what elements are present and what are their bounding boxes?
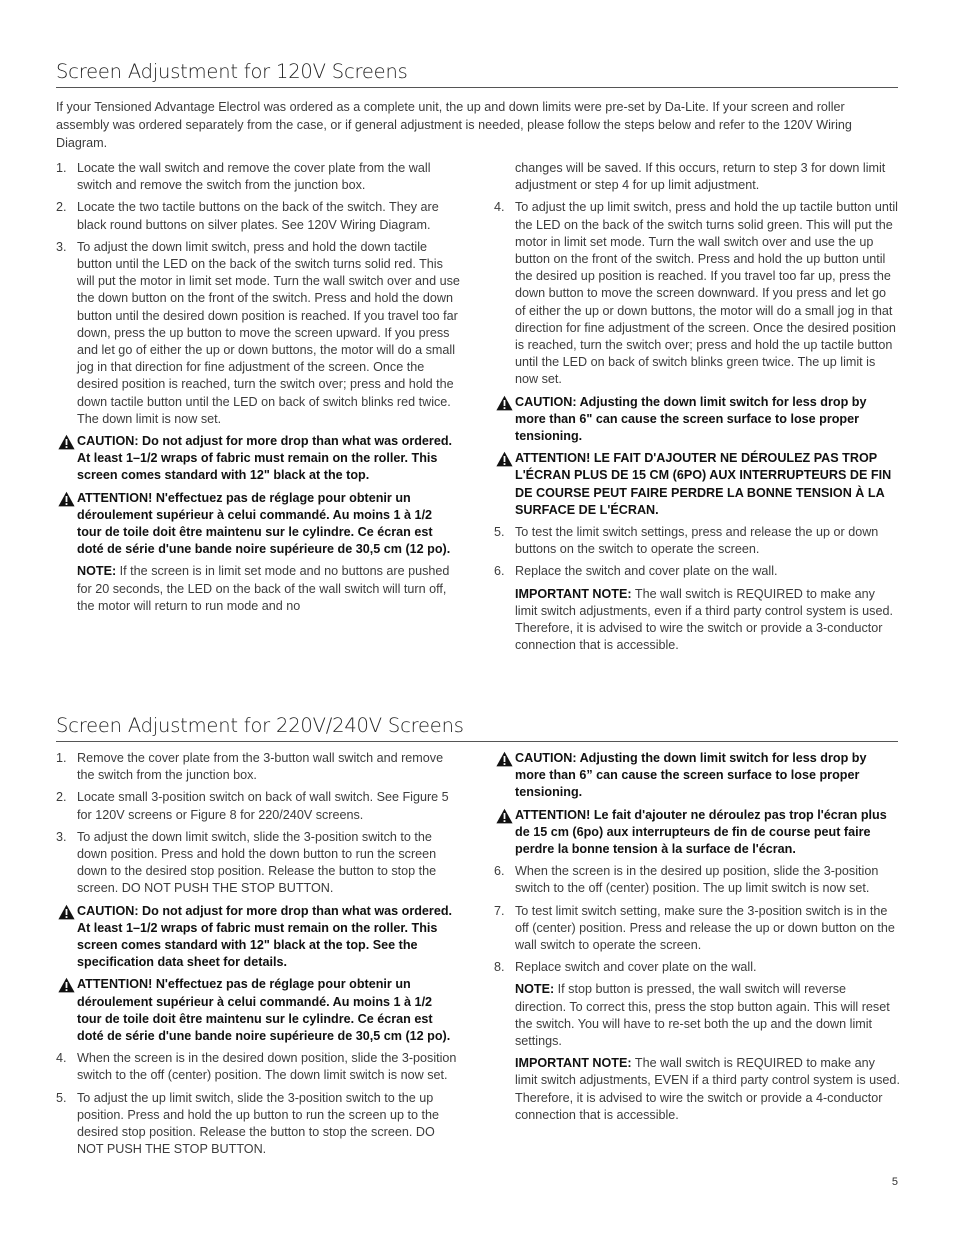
list-item: 7. To test limit switch setting, make sure the 3-position switch is in the off (center) position. Press and release the up or down button on the wall switch to operate the screen.	[494, 903, 895, 953]
section2-left-column	[56, 750, 460, 1163]
section1-right-column	[494, 160, 900, 659]
caution-block: CAUTION: Adjusting the down limit switch for less drop by more than 6” can cause the screen surface to lose proper tensioning.	[494, 750, 900, 802]
list-item: 1. Locate the wall switch and remove the cover plate from the wall switch and remove the switch from the junction box.	[56, 161, 431, 193]
warning-triangle-icon	[496, 751, 513, 767]
warning-triangle-icon	[58, 904, 75, 920]
caution-block: CAUTION: Do not adjust for more drop than what was ordered. At least 1–1/2 wraps of fabric must remain on the roller. This screen comes standard with 12" black at the top. See the specification data sheet for details.	[56, 903, 460, 972]
list-item: 5. To test the limit switch settings, press and release the up or down buttons on the switch to operate the screen.	[494, 525, 879, 557]
section1-left-column	[56, 160, 460, 620]
list-item: 1. Remove the cover plate from the 3-button wall switch and remove the switch from the junction box.	[56, 751, 444, 783]
attention-block: ATTENTION! LE FAIT D'AJOUTER NE DÉROULEZ PAS TROP L'ÉCRAN PLUS DE 15 CM (6PO) AUX INTERRUPTEURS DE FIN DE COURSE PEUT FAIRE PERDRE LA BONNE TENSION À LA SURFACE DE L'ÉCRAN.	[494, 450, 900, 519]
list-item: 2. Locate small 3-position switch on back of wall switch. See Figure 5 for 120V screens or Figure 8 for 220/240V screens.	[56, 790, 449, 822]
list-item: 4. When the screen is in the desired down position, slide the 3-position switch to the off (center) position. The down limit switch is now set.	[56, 1051, 457, 1083]
caution-block: CAUTION: Adjusting the down limit switch for less drop by more than 6" can cause the screen surface to lose proper tensioning.	[494, 394, 900, 446]
warning-triangle-icon	[496, 451, 513, 467]
caution-block: CAUTION: Do not adjust for more drop than what was ordered. At least 1–1/2 wraps of fabric must remain on the roller. This screen comes standard with 12" black at the top.	[56, 433, 460, 485]
list-item: 8. Replace switch and cover plate on the wall.	[494, 960, 757, 975]
list-item: 4. To adjust the up limit switch, press and hold the up tactile button until the LED on the back of the switch turns solid green. This will put the motor in limit set mode. Turn the wall switch over and use the up button on the front of the switch. Press and hold the up button until the desired up position is reached. If you travel too far up, press the down button to move the screen downward. If you press and let go of either the up or down buttons, the motor will do a small jog in that direction for fine adjustment of the screen. Once the desired position is reached, turn the switch over; press and hold the up tactile button until the LED on back of switch blinks green twice. The up limit is now set.	[494, 200, 898, 387]
attention-block: ATTENTION! N'effectuez pas de réglage pour obtenir un déroulement supérieur à celui commandé. Au moins 1 à 1/2 tour de toile doit être maintenu sur le cylindre. Ce écran est doté de série d'une bande noire supérieure de 30,5 cm (12 po).	[56, 490, 460, 559]
section-title-120v: Screen Adjustment for 120V Screens	[56, 60, 898, 88]
section-title-220-240v: Screen Adjustment for 220V/240V Screens	[56, 714, 898, 742]
warning-triangle-icon	[496, 395, 513, 411]
continued-text: changes will be saved. If this occurs, return to step 3 for down limit adjustment or step 4 for up limit adjustment.	[515, 161, 886, 193]
list-item: 3. To adjust the down limit switch, press and hold the down tactile button until the LED on the back of the switch turns solid red. This will put the motor in limit set mode. Turn the wall switch over and use the down button on the front of the switch. Press and hold the down button until the desired down position is reached. If you travel too far down, press the up button to move the screen upward. If you press and let go of either the up or down buttons, the motor will do a small jog in that direction for fine adjustment of the screen. Once the desired position is reached, turn the switch over; press and hold the down tactile button until the LED on back of switch blinks red twice. The down limit is now set.	[56, 239, 460, 426]
section-120v	[56, 60, 898, 153]
important-note-block: IMPORTANT NOTE: The wall switch is REQUIRED to make any limit switch adjustments, EVEN if a third party control system is used. Therefore, it is advised to wire the switch or provide a 4-conductor connection that is accessible.	[515, 1056, 900, 1122]
warning-triangle-icon	[58, 977, 75, 993]
note-block: NOTE: If the screen is in limit set mode and no buttons are pushed for 20 seconds, the LED on the back of the wall switch will turn off, the motor will return to run mode and no	[77, 564, 450, 613]
list-item: 6. When the screen is in the desired up position, slide the 3-position switch to the off (center) position. The up limit switch is now set.	[494, 864, 879, 896]
section2-right-column	[494, 750, 900, 1129]
note-block: NOTE: If stop button is pressed, the wall switch will reverse direction. To correct this, press the stop button again. This will reset the switch. You will have to re-set both the up and the down limit settings.	[515, 982, 890, 1049]
list-item: 6. Replace the switch and cover plate on the wall.	[494, 564, 778, 579]
intro-paragraph: If your Tensioned Advantage Electrol was ordered as a complete unit, the up and down limits were pre-set by Da-Lite. If your screen and roller assembly was ordered separately from the case, or if general adjustment is needed, please follow the steps below and refer to the 120V Wiring Diagram.	[56, 100, 852, 151]
list-item: 2. Locate the two tactile buttons on the back of the switch. They are black round buttons on silver plates. See 120V Wiring Diagram.	[56, 200, 439, 232]
list-item: 5. To adjust the up limit switch, slide the 3-position switch to the up position. Press and hold the up button to run the screen up to the desired stop position. Release the button to stop the screen. DO NOT PUSH THE STOP BUTTON.	[56, 1090, 439, 1157]
attention-block: ATTENTION! Le fait d'ajouter ne déroulez pas trop l'écran plus de 15 cm (6po) aux interrupteurs de fin de course peut faire perdre la bonne tension à la surface de l'écran.	[494, 807, 900, 859]
page-number: 5	[891, 1176, 898, 1188]
section-220-240v	[56, 714, 898, 742]
warning-triangle-icon	[58, 434, 75, 450]
attention-block: ATTENTION! N'effectuez pas de réglage pour obtenir un déroulement supérieur à celui commandé. Au moins 1 à 1/2 tour de toile doit être maintenu sur le cylindre. Ce écran est doté de série d'une bande noire supérieure de 30,5 cm (12 po).	[56, 976, 460, 1045]
list-item: 3. To adjust the down limit switch, slide the 3-position switch to the down position. Press and hold the down button to run the screen down to the desired stop position. Release the button to stop the screen. DO NOT PUSH THE STOP BUTTON.	[56, 829, 437, 896]
warning-triangle-icon	[58, 491, 75, 507]
warning-triangle-icon	[496, 808, 513, 824]
important-note-block: IMPORTANT NOTE: The wall switch is REQUIRED to make any limit switch adjustments, even if a third party control system is used. Therefore, it is advised to wire the switch or provide a 3-conductor connection that is accessible.	[515, 586, 893, 653]
